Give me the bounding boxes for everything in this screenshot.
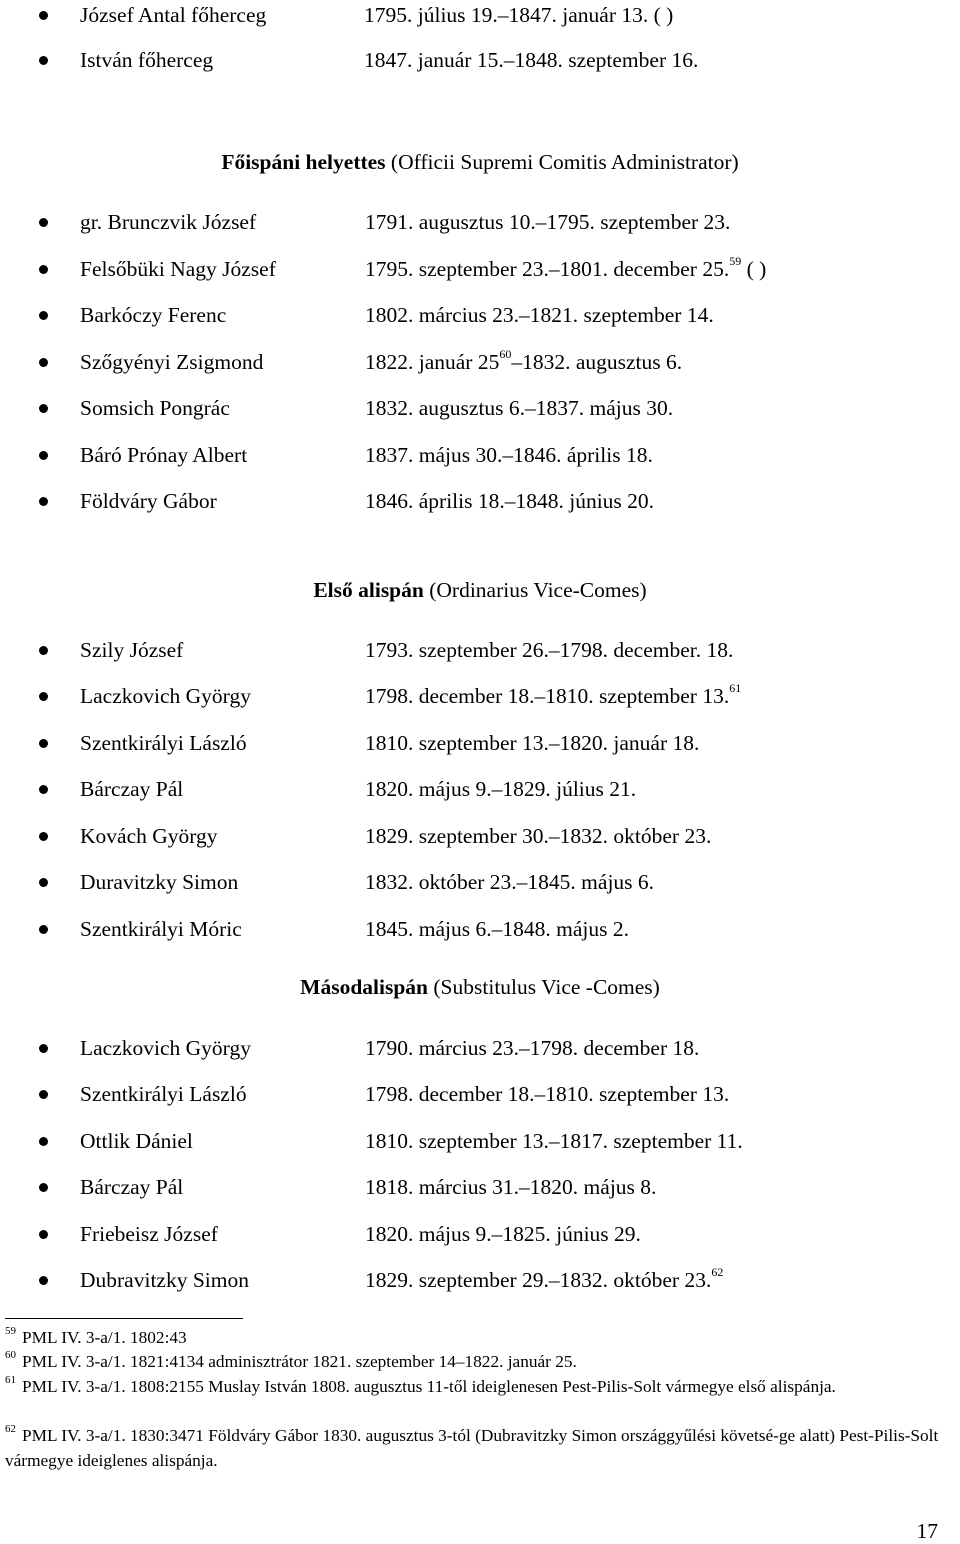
term-dates: 1847. január 15.–1848. szeptember 16. xyxy=(364,48,699,72)
term-dates-text: 1798. december 18.–1810. szeptember 13. xyxy=(365,684,730,708)
footnote-text: PML IV. 3-a/1. 1821:4134 adminisztrátor 1821. szeptember 14–1822. január 25. xyxy=(22,1352,577,1371)
footnote xyxy=(5,1326,950,1351)
person-name: Szentkirályi Móric xyxy=(80,917,242,941)
list-item xyxy=(0,1172,960,1202)
section-heading-elso-alispan xyxy=(0,575,960,605)
footnote-number: 60 xyxy=(5,1349,16,1362)
term-dates-text: 1829. szeptember 29.–1832. október 23. xyxy=(365,1268,712,1292)
person-name: Friebeisz József xyxy=(80,1222,218,1246)
term-dates: 1793. szeptember 26.–1798. december. 18. xyxy=(365,638,734,662)
person-name: Dubravitzky Simon xyxy=(80,1268,249,1292)
bullet-icon xyxy=(39,451,48,460)
footnote-number: 59 xyxy=(5,1325,16,1338)
list-item xyxy=(0,1219,960,1249)
bullet-icon xyxy=(39,311,48,320)
term-dates: 1802. március 23.–1821. szeptember 14. xyxy=(365,303,714,327)
term-dates-text: 1795. szeptember 23.–1801. december 25. xyxy=(365,257,730,281)
bullet-icon xyxy=(39,497,48,506)
bullet-icon xyxy=(39,56,48,65)
person-name: Felsőbüki Nagy József xyxy=(80,257,276,281)
person-name: Kovách György xyxy=(80,824,218,848)
list-item xyxy=(0,207,960,237)
footnote-ref[interactable]: 62 xyxy=(711,1264,724,1279)
section-heading-foispani-helyettes xyxy=(0,147,960,177)
bullet-icon xyxy=(39,358,48,367)
bullet-icon xyxy=(39,11,48,20)
list-item xyxy=(0,45,960,75)
section-heading-bold: Másodalispán xyxy=(300,975,429,999)
footnote-text: PML IV. 3-a/1. 1808:2155 Muslay István 1808. augusztus 11-től ideiglenesen Pest-Pilis-Solt vármegye első alispánja. xyxy=(22,1377,836,1396)
section-heading-bold: Első alispán xyxy=(313,578,424,602)
bullet-icon xyxy=(39,1044,48,1053)
term-dates: 1790. március 23.–1798. december 18. xyxy=(365,1036,700,1060)
list-item xyxy=(0,774,960,804)
list-item xyxy=(0,1265,960,1295)
bullet-icon xyxy=(39,218,48,227)
term-dates: 1810. szeptember 13.–1820. január 18. xyxy=(365,731,700,755)
bullet-icon xyxy=(39,878,48,887)
list-item xyxy=(0,867,960,897)
person-name: Szentkirályi László xyxy=(80,731,247,755)
bullet-icon xyxy=(39,739,48,748)
footnote xyxy=(5,1375,950,1400)
person-name: Bárczay Pál xyxy=(80,777,184,801)
list-item xyxy=(0,347,960,377)
list-item xyxy=(0,1126,960,1156)
list-item xyxy=(0,914,960,944)
person-name: Somsich Pongrác xyxy=(80,396,230,420)
person-name: Laczkovich György xyxy=(80,1036,251,1060)
bullet-icon xyxy=(39,1276,48,1285)
person-name: Szőgyényi Zsigmond xyxy=(80,350,264,374)
term-dates: 1832. október 23.–1845. május 6. xyxy=(365,870,655,894)
person-name: Szentkirályi László xyxy=(80,1082,247,1106)
section-heading-latin: (Officii Supremi Comitis Administrator) xyxy=(390,150,739,174)
list-item xyxy=(0,393,960,423)
page-number: 17 xyxy=(916,1519,938,1543)
bullet-icon xyxy=(39,1183,48,1192)
footnote-ref[interactable]: 61 xyxy=(729,680,742,695)
list-item xyxy=(0,821,960,851)
section-heading-latin: (Substitulus Vice -Comes) xyxy=(433,975,660,999)
list-item xyxy=(0,1079,960,1109)
bullet-icon xyxy=(39,925,48,934)
term-dates-text: 1822. január 25 xyxy=(365,350,500,374)
term-dates: 1820. május 9.–1825. június 29. xyxy=(365,1222,641,1246)
bullet-icon xyxy=(39,785,48,794)
term-dates: 1837. május 30.–1846. április 18. xyxy=(365,443,653,467)
term-dates xyxy=(365,347,682,377)
list-item xyxy=(0,440,960,470)
list-item xyxy=(0,681,960,711)
person-name: István főherceg xyxy=(80,48,214,72)
list-item xyxy=(0,728,960,758)
footnote-number: 62 xyxy=(5,1423,16,1436)
section-heading-masodalispan xyxy=(0,972,960,1002)
footnote-ref[interactable]: 60 xyxy=(499,346,512,361)
footnote-ref[interactable]: 59 xyxy=(729,253,742,268)
bullet-icon xyxy=(39,646,48,655)
term-dates: 1795. július 19.–1847. január 13. ( ) xyxy=(364,3,674,27)
person-name: Ottlik Dániel xyxy=(80,1129,193,1153)
term-dates xyxy=(365,254,766,284)
term-dates-suffix: ( ) xyxy=(741,257,767,281)
list-item xyxy=(0,635,960,665)
term-dates xyxy=(365,1265,723,1295)
bullet-icon xyxy=(39,265,48,274)
term-dates: 1818. március 31.–1820. május 8. xyxy=(365,1175,657,1199)
person-name: Duravitzky Simon xyxy=(80,870,239,894)
footnote-text: PML IV. 3-a/1. 1830:3471 Földváry Gábor 1830. augusztus 3-tól (Dubravitzky Simon országgyűlési követsé-ge alatt) Pest-Pilis-Solt vármegye ideiglenes alispánja. xyxy=(5,1426,939,1470)
term-dates xyxy=(365,681,741,711)
bullet-icon xyxy=(39,1137,48,1146)
term-dates: 1829. szeptember 30.–1832. október 23. xyxy=(365,824,712,848)
list-item xyxy=(0,0,960,30)
person-name: József Antal főherceg xyxy=(80,3,267,27)
footnote-number: 61 xyxy=(5,1374,16,1387)
term-dates: 1820. május 9.–1829. július 21. xyxy=(365,777,637,801)
footnote-separator xyxy=(5,1318,243,1319)
term-dates: 1791. augusztus 10.–1795. szeptember 23. xyxy=(365,210,731,234)
list-item xyxy=(0,254,960,284)
term-dates: 1846. április 18.–1848. június 20. xyxy=(365,489,655,513)
bullet-icon xyxy=(39,692,48,701)
person-name: Szily József xyxy=(80,638,184,662)
person-name: Báró Prónay Albert xyxy=(80,443,248,467)
footnote xyxy=(5,1424,950,1473)
bullet-icon xyxy=(39,1230,48,1239)
section-heading-latin: (Ordinarius Vice-Comes) xyxy=(429,578,647,602)
person-name: Földváry Gábor xyxy=(80,489,217,513)
bullet-icon xyxy=(39,404,48,413)
person-name: gr. Brunczvik József xyxy=(80,210,257,234)
bullet-icon xyxy=(39,832,48,841)
person-name: Laczkovich György xyxy=(80,684,251,708)
footnote-text: PML IV. 3-a/1. 1802:43 xyxy=(22,1328,187,1347)
term-dates: 1810. szeptember 13.–1817. szeptember 11. xyxy=(365,1129,743,1153)
term-dates: 1798. december 18.–1810. szeptember 13. xyxy=(365,1082,730,1106)
term-dates: 1845. május 6.–1848. május 2. xyxy=(365,917,629,941)
term-dates: 1832. augusztus 6.–1837. május 30. xyxy=(365,396,674,420)
person-name: Barkóczy Ferenc xyxy=(80,303,227,327)
bullet-icon xyxy=(39,1090,48,1099)
list-item xyxy=(0,486,960,516)
footnote xyxy=(5,1350,950,1375)
list-item xyxy=(0,1033,960,1063)
section-heading-bold: Főispáni helyettes xyxy=(221,150,386,174)
term-dates-suffix: –1832. augusztus 6. xyxy=(511,350,683,374)
person-name: Bárczay Pál xyxy=(80,1175,184,1199)
list-item xyxy=(0,300,960,330)
